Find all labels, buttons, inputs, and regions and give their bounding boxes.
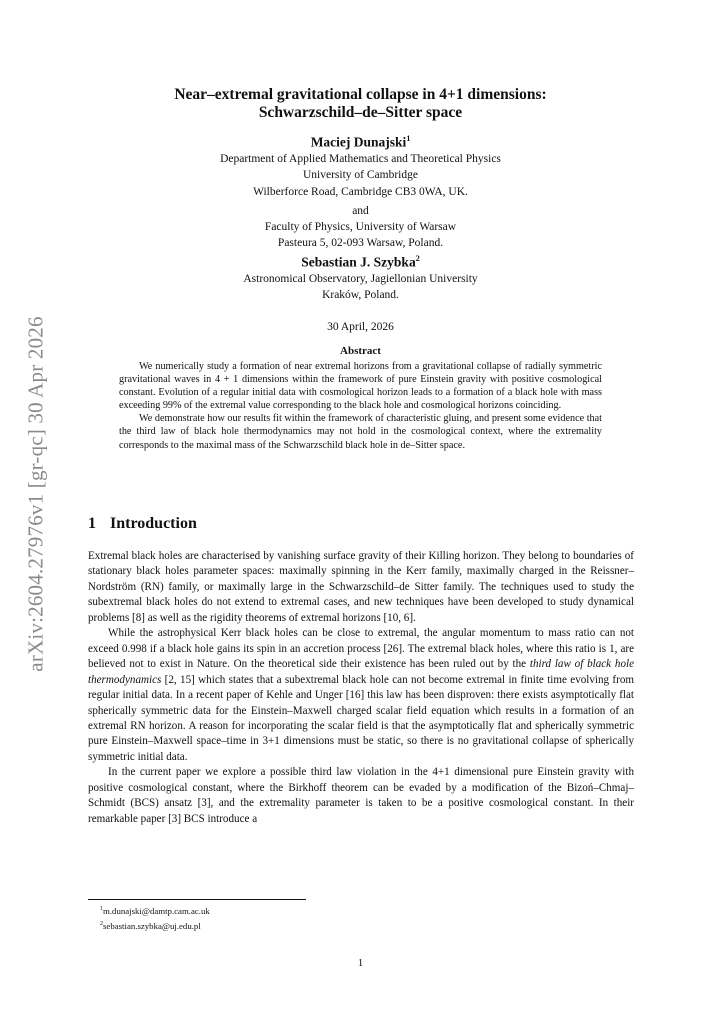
abstract-heading: Abstract [340, 345, 381, 357]
body-paragraph: While the astrophysical Kerr black holes can be close to extremal, the angular momentum to mass ratio can not exceed 0.998 if a black hole gains its spin in an accretion process [26]. The extremal black holes, where this ratio is 1, are believed not to exist in Nature. On the theoretical side their existence has been ruled out by the third law of black hole thermodynamics [2, 15] which states that a subextremal black hole can not become extremal in finite time evolving from regular initial data. In a recent paper of Kehle and Unger [16] this law has been disproven: there exists asymptotically flat spherically symmetric data for the Einstein–Maxwell charged scalar field equation which results in a formation of an extremal RN horizon. A reason for incorporating the scalar field is that the asymptotically flat and spherically symmetric pure Einstein–Maxwell space–time in 3+1 dimensions must be static, so there is no gravitational collapse of spherically symmetric initial data. [88, 627, 634, 763]
emphasized-term: third law of black hole thermodynamics [88, 658, 634, 686]
body-paragraph: Extremal black holes are characterised by vanishing surface gravity of their Killing horizon. They belong to boundaries of stationary black holes parameter spaces: maximally spinning in the Kerr family, maximally charged in the Reissner– Nordström (RN) family, or maximally large in the Schwarzschild–de Sitter family. The techniques used to study the subextremal black holes do not extend to extremal cases, and new techniques have been developed to study dynamical problems [8] as well as the rigidity theorems of extremal horizons [10, 6]. [88, 550, 634, 624]
section-number: 1 [88, 515, 96, 532]
affiliation-line: Faculty of Physics, University of Warsaw [264, 221, 457, 233]
author-2-affiliation [88, 271, 633, 304]
body-text [88, 549, 634, 827]
arxiv-identifier: arXiv:2604.27976v1 [gr-qc] 30 Apr 2026 [23, 316, 48, 672]
affiliation-line: University of Cambridge [303, 169, 418, 182]
affiliation-line: Kraków, Poland. [322, 289, 399, 302]
title-line-2: Schwarzschild–de–Sitter space [258, 104, 463, 121]
affiliation-line: Department of Applied Mathematics and Theoretical Physics [220, 153, 501, 165]
paper-title [88, 86, 633, 122]
abstract-paragraph: We numerically study a formation of near extremal horizons from a gravitational collapse of radially symmetric gravitational waves in 4 + 1 dimensions within the framework of pure Einstein gravity with positive cosmological constant. Evolution of a regular initial data with cosmological horizon leads to a formation of a black hole with mass exceeding 99% of the extremal value corresponding to the black hole and cosmological horizons coinciding. [119, 361, 602, 412]
title-line-1: Near–extremal gravitational collapse in 4+1 dimensions: [174, 86, 547, 103]
paper-date: 30 April, 2026 [327, 321, 394, 333]
footnote-mark: 2 [415, 254, 420, 263]
section-heading [88, 515, 197, 533]
footnote: $^2$sebastian.szybka@uj.edu.pl [100, 920, 201, 931]
affiliation-line: Wilberforce Road, Cambridge CB3 0WA, UK. [253, 185, 468, 198]
footnote: $^1$m.dunajski@damtp.cam.ac.uk [100, 905, 210, 916]
footnote-mark: 1 [406, 134, 411, 143]
author-1-affiliation [88, 151, 633, 200]
affiliation-line: Astronomical Observatory, Jagiellonian University [243, 273, 478, 285]
body-paragraph: In the current paper we explore a possible third law violation in the 4+1 dimensional pure Einstein gravity with positive cosmological constant, where the Birkhoff theorem can be evaded by a modification of the Bizoń–Chmaj–Schmidt (BCS) ansatz [3], and the extremality parameter is taken to be a positive cosmological constant. In their remarkable paper [3] BCS introduce a [88, 766, 634, 825]
section-title: Introduction [110, 515, 197, 532]
author-name: Sebastian J. Szybka$^2$ [301, 254, 420, 270]
author-name: Maciej Dunajski$^1$ [310, 134, 411, 150]
author-block-1 [88, 134, 633, 151]
author-block-2 [88, 254, 633, 271]
author-1-affiliation-2 [88, 219, 633, 252]
affiliation-conjunction: and [352, 205, 369, 217]
abstract [119, 360, 602, 452]
page-number: 1 [357, 957, 364, 969]
footnotes [100, 903, 210, 933]
footnote-rule [88, 899, 306, 900]
affiliation-line: Pasteura 5, 02-093 Warsaw, Poland. [277, 237, 444, 250]
abstract-paragraph: We demonstrate how our results fit within the framework of characteristic gluing, and present some evidence that the third law of black hole thermodynamics may not hold in the cosmological context, where the extremality corresponds to the maximal mass of the Schwarzschild black hole in de–Sitter space. [119, 413, 602, 451]
